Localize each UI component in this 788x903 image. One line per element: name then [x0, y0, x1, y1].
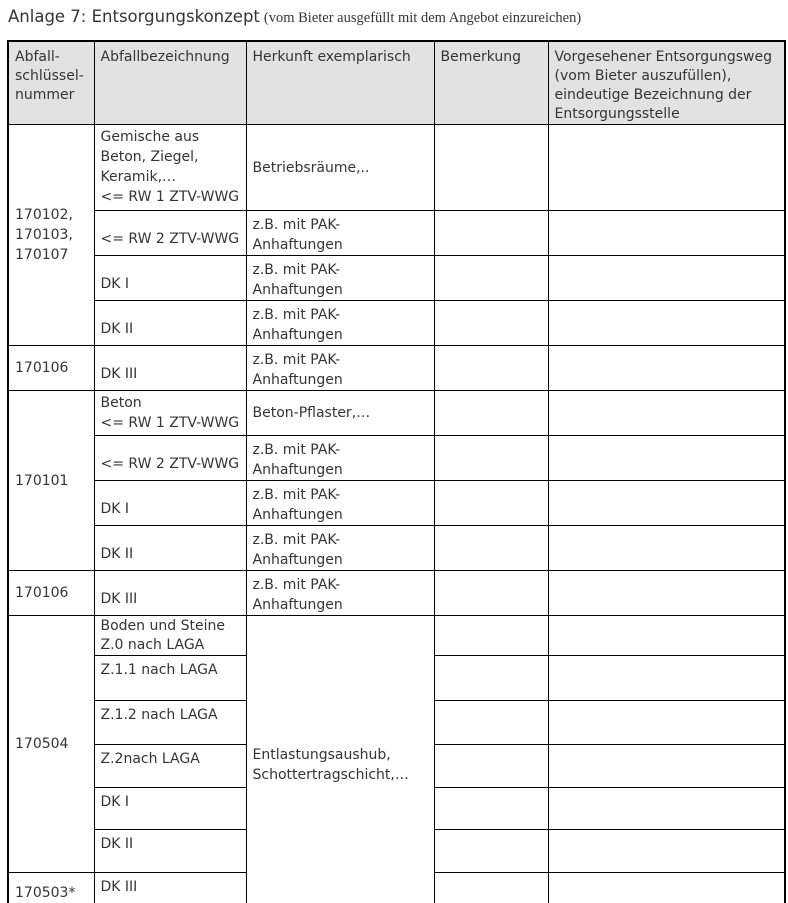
origin-cell: Betriebsräume,.. [246, 125, 434, 211]
waste-designation-cell: <= RW 2 ZTV-WWG [94, 436, 246, 481]
cell-line: 170107 [15, 247, 69, 263]
waste-designation-cell: DK III [94, 346, 246, 391]
waste-designation-cell: DK III [94, 571, 246, 616]
waste-designation-cell: <= RW 2 ZTV-WWG [94, 211, 246, 256]
disposal-route-cell[interactable] [548, 745, 785, 788]
waste-code-cell: 170106 [8, 571, 94, 616]
header-line: Vorgesehener Entsorgungsweg [554, 49, 772, 65]
waste-designation-cell: DK I [94, 256, 246, 301]
disposal-route-cell[interactable] [548, 391, 785, 436]
cell-line: Schottertragschicht,… [252, 766, 409, 783]
cell-line: Gemische aus [100, 129, 200, 145]
header-line: (vom Bieter auszufüllen), [554, 68, 732, 84]
table-row [8, 301, 785, 346]
origin-cell: z.B. mit PAK-Anhaftungen [246, 256, 434, 301]
waste-designation-cell: DK II [94, 301, 246, 346]
cell-line: 170103, [15, 227, 73, 243]
table-row [8, 125, 785, 211]
cell-line: <= RW 1 ZTV-WWG [100, 415, 240, 431]
waste-designation-cell [94, 616, 246, 656]
origin-cell: z.B. mit PAK-Anhaftungen [246, 526, 434, 571]
waste-code-cell [8, 125, 94, 346]
origin-cell: z.B. mit PAK-Anhaftungen [246, 301, 434, 346]
cell-line: Boden und Steine [100, 618, 225, 634]
page-title [8, 7, 788, 27]
waste-code-cell: 170503* [8, 873, 94, 903]
page-title-note: (vom Bieter ausgefüllt mit dem Angebot einzureichen) [263, 10, 582, 26]
remark-cell[interactable] [434, 256, 548, 301]
table-row [8, 256, 785, 301]
origin-cell: z.B. mit PAK-Anhaftungen [246, 436, 434, 481]
table-row [8, 481, 785, 526]
waste-designation-cell: DK I [94, 481, 246, 526]
cell-line: 170102, [15, 207, 73, 223]
waste-designation-cell: DK II [94, 526, 246, 571]
waste-designation-cell: Z.1.1 nach LAGA [94, 656, 246, 701]
header-remark: Bemerkung [434, 41, 548, 125]
remark-cell[interactable] [434, 125, 548, 211]
cell-line: Beton, Ziegel, [100, 149, 199, 165]
waste-designation-cell [94, 391, 246, 436]
remark-cell[interactable] [434, 481, 548, 526]
remark-cell[interactable] [434, 656, 548, 701]
disposal-route-cell[interactable] [548, 873, 785, 903]
disposal-route-cell[interactable] [548, 830, 785, 873]
waste-code-cell: 170504 [8, 616, 94, 873]
header-origin: Herkunft exemplarisch [246, 41, 434, 125]
disposal-route-cell[interactable] [548, 481, 785, 526]
table-row [8, 391, 785, 436]
remark-cell[interactable] [434, 436, 548, 481]
origin-cell [246, 616, 434, 903]
remark-cell[interactable] [434, 391, 548, 436]
table-row [8, 211, 785, 256]
header-line: nummer [15, 87, 75, 103]
remark-cell[interactable] [434, 830, 548, 873]
disposal-route-cell[interactable] [548, 256, 785, 301]
header-line: schlüssel- [15, 68, 84, 84]
header-waste-code [8, 41, 94, 125]
cell-line: Z.0 nach LAGA [100, 637, 205, 653]
header-disposal-route [548, 41, 785, 125]
disposal-route-cell[interactable] [548, 788, 785, 830]
origin-cell: z.B. mit PAK-Anhaftungen [246, 571, 434, 616]
disposal-route-cell[interactable] [548, 301, 785, 346]
waste-designation-cell: DK III [94, 873, 246, 903]
header-line: Entsorgungsstelle [554, 106, 680, 122]
remark-cell[interactable] [434, 701, 548, 745]
remark-cell[interactable] [434, 873, 548, 903]
disposal-route-cell[interactable] [548, 656, 785, 701]
table-row [8, 436, 785, 481]
remark-cell[interactable] [434, 788, 548, 830]
remark-cell[interactable] [434, 211, 548, 256]
table-row [8, 346, 785, 391]
remark-cell[interactable] [434, 745, 548, 788]
disposal-route-cell[interactable] [548, 616, 785, 656]
table-row [8, 526, 785, 571]
disposal-route-cell[interactable] [548, 526, 785, 571]
disposal-route-cell[interactable] [548, 436, 785, 481]
cell-line: Entlastungsaushub, [252, 746, 391, 763]
disposal-table [7, 40, 786, 903]
waste-code-cell: 170106 [8, 346, 94, 391]
header-line: eindeutige Bezeichnung der [554, 87, 752, 103]
table-row [8, 616, 785, 656]
disposal-route-cell[interactable] [548, 125, 785, 211]
origin-cell: z.B. mit PAK-Anhaftungen [246, 346, 434, 391]
origin-cell: z.B. mit PAK-Anhaftungen [246, 211, 434, 256]
remark-cell[interactable] [434, 616, 548, 656]
header-line: Abfall- [15, 49, 60, 65]
remark-cell[interactable] [434, 346, 548, 391]
disposal-route-cell[interactable] [548, 571, 785, 616]
header-waste-designation: Abfallbezeichnung [94, 41, 246, 125]
table-header-row [8, 41, 785, 125]
cell-line: Beton [100, 395, 142, 411]
origin-cell: z.B. mit PAK-Anhaftungen [246, 481, 434, 526]
remark-cell[interactable] [434, 526, 548, 571]
remark-cell[interactable] [434, 301, 548, 346]
waste-designation-cell [94, 125, 246, 211]
waste-designation-cell: Z.2nach LAGA [94, 745, 246, 788]
waste-designation-cell: Z.1.2 nach LAGA [94, 701, 246, 745]
waste-code-cell: 170101 [8, 391, 94, 571]
page-title-text: Anlage 7: Entsorgungskonzept [8, 7, 260, 26]
origin-cell: Beton-Pflaster,… [246, 391, 434, 436]
disposal-route-cell[interactable] [548, 211, 785, 256]
waste-designation-cell: DK I [94, 788, 246, 830]
waste-designation-cell: DK II [94, 830, 246, 873]
disposal-route-cell[interactable] [548, 346, 785, 391]
disposal-route-cell[interactable] [548, 701, 785, 745]
cell-line: Keramik,… [100, 169, 177, 185]
cell-line: <= RW 1 ZTV-WWG [100, 189, 240, 205]
table-row [8, 571, 785, 616]
remark-cell[interactable] [434, 571, 548, 616]
